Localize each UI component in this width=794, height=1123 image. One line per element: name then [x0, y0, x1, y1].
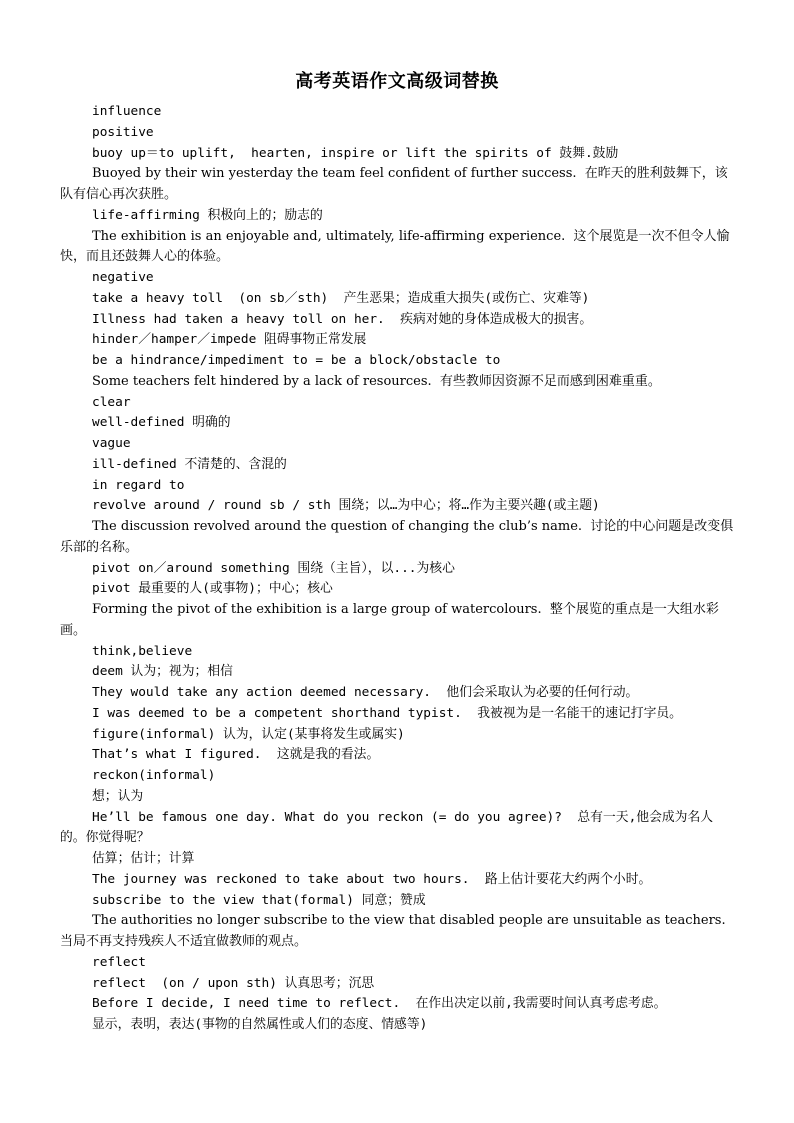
text-line: The authorities no longer subscribe to the view that disabled people are unsuitable as teachers. 当局不再支持残疾人不适宜做教师的观点。: [60, 913, 734, 949]
text-line: influence: [92, 104, 162, 119]
text-line: Buoyed by their win yesterday the team feel confident of further success. 在昨天的胜利鼓舞下，该队有信心再次获胜。: [60, 166, 728, 202]
text-line: ill-defined 不清楚的、含混的: [92, 456, 287, 472]
text-line: The exhibition is an enjoyable and, ultimately, life-affirming experience. 这个展览是一次不但令人愉快，而且还鼓舞人心的体验。: [60, 228, 730, 265]
text-line: reckon(informal): [92, 768, 216, 783]
text-line: well-defined 明确的: [92, 415, 231, 431]
text-line: 显示，表明，表达(事物的自然属性或人们的态度、情感等): [92, 1017, 428, 1032]
text-line: pivot 最重要的人(或事物)；中心；核心: [92, 581, 333, 597]
text-line: take a heavy toll (on sb／sth) 产生恶果；造成重大损失(或伤亡、灾难等): [92, 290, 590, 306]
text-line: life-affirming 积极向上的；励志的: [92, 207, 323, 223]
text-line: in regard to: [92, 477, 185, 493]
text-line: He’ll be famous one day. What do you reckon (= do you agree)? 总有一天,他会成为名人的。你觉得呢？: [60, 809, 714, 846]
text-line: buoy up＝to uplift, hearten, inspire or lift the spirits of 鼓舞.鼓励: [92, 145, 619, 161]
text-line: The journey was reckoned to take about two hours. 路上估计要花大约两个小时。: [92, 871, 652, 887]
text-line: That’s what I figured. 这就是我的看法。: [92, 747, 380, 763]
text-line: think,believe: [92, 643, 193, 659]
text-line: reflect (on / upon sth) 认真思考；沉思: [92, 975, 375, 991]
text-line: 想；认为: [92, 788, 144, 804]
text-line: reflect: [92, 954, 146, 970]
text-line: They would take any action deemed necessary. 他们会采取认为必要的任何行动。: [92, 685, 639, 700]
text-line: positive: [92, 124, 154, 140]
text-line: pivot on／around something 围绕（主旨），以...为核心: [92, 560, 455, 576]
text-line: Illness had taken a heavy toll on her. 疾病对她的身体造成极大的损害。: [92, 311, 593, 327]
text-line: The discussion revolved around the question of changing the club’s name. 讨论的中心问题是改变俱乐部的名称。: [60, 519, 734, 555]
text-line: Some teachers felt hindered by a lack of resources. 有些教师因资源不足而感到困难重重。: [92, 373, 661, 389]
text-line: subscribe to the view that(formal) 同意；赞成: [92, 892, 426, 908]
text-line: vague: [92, 436, 131, 451]
text-line: negative: [92, 270, 154, 285]
text-line: hinder／hamper／impede 阻碍事物正常发展: [92, 332, 367, 348]
document-title: 高考英语作文高级词替换: [295, 71, 499, 92]
text-line: Forming the pivot of the exhibition is a large group of watercolours. 整个展览的重点是一大组水彩画。: [60, 602, 719, 638]
text-line: figure(informal) 认为，认定(某事将发生或属实): [92, 726, 405, 742]
text-line: be a hindrance/impediment to = be a block/obstacle to: [92, 353, 501, 368]
text-line: Before I decide, I need time to reflect. 在作出决定以前,我需要时间认真考虑考虑。: [92, 996, 667, 1012]
text-line: 估算；估计；计算: [92, 851, 195, 866]
text-line: clear: [92, 394, 131, 410]
document-body: [60, 102, 734, 1036]
text-line: revolve around / round sb / sth 围绕；以…为中心；将…作为主要兴趣(或主题): [92, 498, 600, 514]
text-line: I was deemed to be a competent shorthand typist. 我被视为是一名能干的速记打字员。: [92, 705, 682, 721]
text-line: deem 认为；视为；相信: [92, 664, 233, 680]
